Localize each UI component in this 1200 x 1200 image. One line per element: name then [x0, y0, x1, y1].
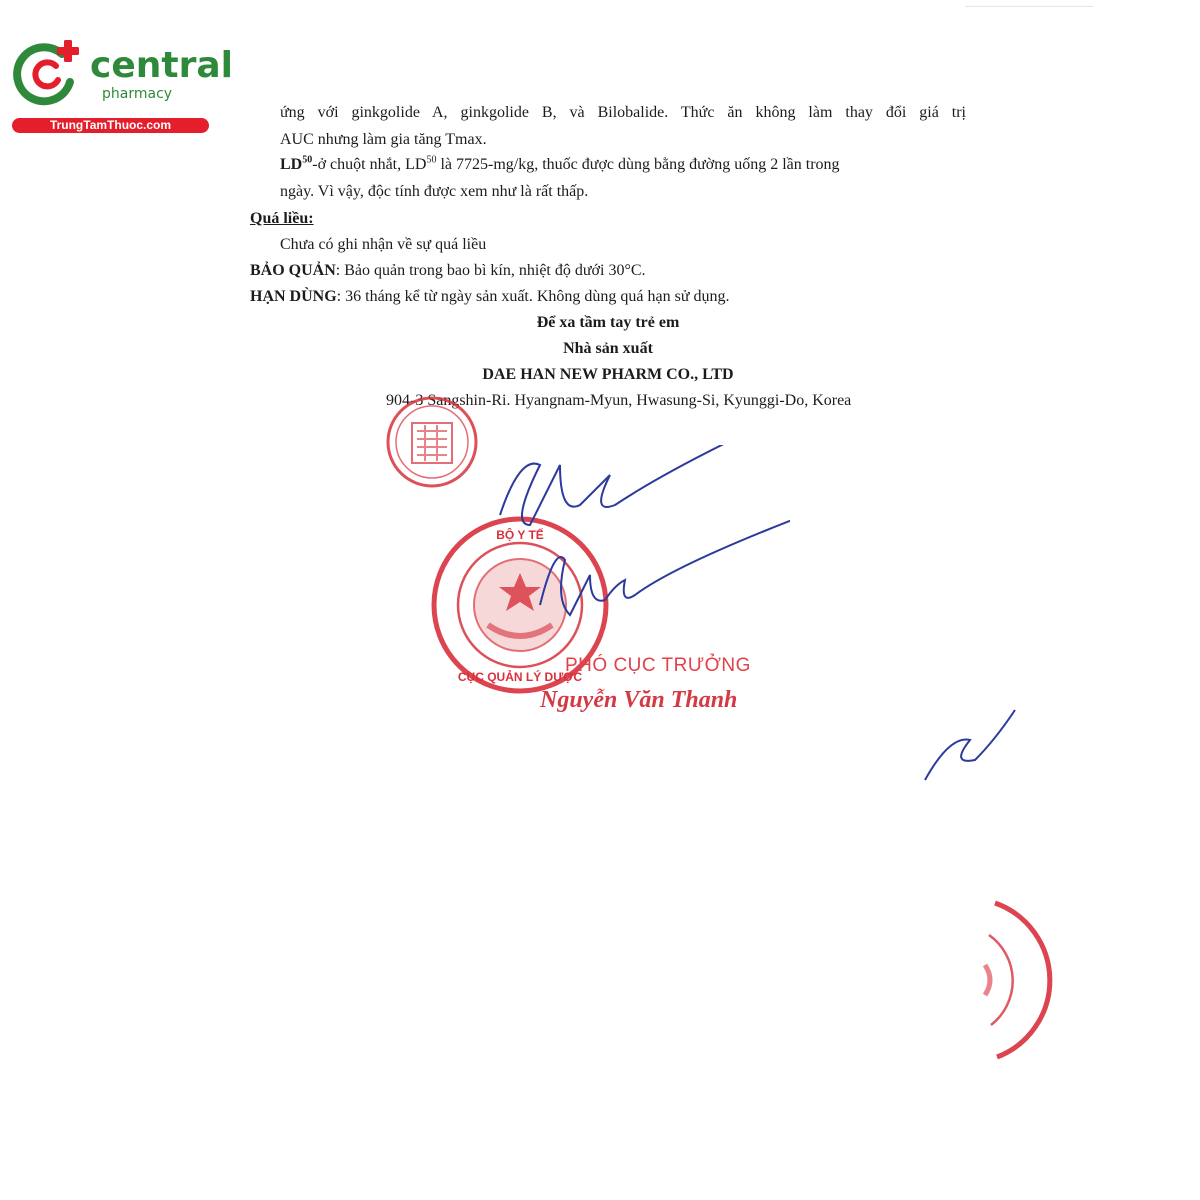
svg-text:BỘ Y TẾ: BỘ Y TẾ [496, 528, 544, 542]
body-line-1 [280, 104, 966, 122]
overdose-text: Chưa có ghi nhận về sự quá liều [280, 236, 487, 253]
keep-away-warning: Để xa tầm tay trẻ em [536, 314, 680, 331]
overdose-heading: Quá liều: [250, 210, 314, 227]
manufacturer-address: 904-3 Sangshin-Ri. Hyangnam-Myun, Hwasung-Si, Kyunggi-Do, Korea [386, 392, 852, 409]
body-line-2: AUC nhưng làm gia tăng Tmax. [280, 131, 487, 148]
brand-website: TrungTamThuoc.com [12, 118, 209, 133]
signatory-title: PHÓ CỤC TRƯỞNG [565, 655, 751, 676]
expiry-line [250, 288, 730, 306]
ld50-label: LD [280, 156, 303, 173]
expiry-label: HẠN DÙNG [250, 288, 337, 305]
company-stamp-icon [385, 395, 480, 490]
body-line-4: ngày. Vì vậy, độc tính được xem như là rất thấp. [280, 183, 589, 200]
partial-seal-icon [975, 895, 1065, 1065]
ld50-line [280, 156, 966, 174]
ld50-text-b: là 7725-mg/kg, thuốc được dùng bằng đường uống 2 lần trong [436, 156, 840, 173]
initials-signature-icon [920, 705, 1020, 785]
scan-artifact-line [965, 6, 1093, 7]
brand-name: central [90, 45, 233, 86]
signature-icon [470, 445, 790, 655]
signatory-name: Nguyễn Văn Thanh [540, 687, 738, 713]
storage-line [250, 262, 646, 280]
brand-tagline: pharmacy [102, 86, 173, 102]
storage-text: : Bảo quản trong bao bì kín, nhiệt độ dưới 30°C. [335, 262, 646, 279]
ld50-text-sup: 50 [426, 154, 437, 166]
central-pharmacy-logo-icon [12, 36, 86, 106]
ld50-text-a: -ở chuột nhắt, LD [312, 156, 427, 173]
manufacturer-name: DAE HAN NEW PHARM CO., LTD [482, 366, 734, 383]
expiry-text: : 36 tháng kể từ ngày sản xuất. Không dùng quá hạn sử dụng. [336, 288, 730, 305]
body-line-1-text: ứng với ginkgolide A, ginkgolide B, và Bilobalide. Thức ăn không làm thay đổi giá trị [280, 104, 966, 121]
manufacturer-label: Nhà sản xuất [563, 340, 653, 357]
brand-logo [12, 36, 233, 136]
svg-text:CỤC QUẢN LÝ DƯỢC: CỤC QUẢN LÝ DƯỢC [457, 670, 583, 684]
storage-label: BẢO QUẢN [250, 262, 336, 279]
ld50-label-sup: 50 [302, 154, 313, 166]
ld50-text [280, 156, 840, 174]
